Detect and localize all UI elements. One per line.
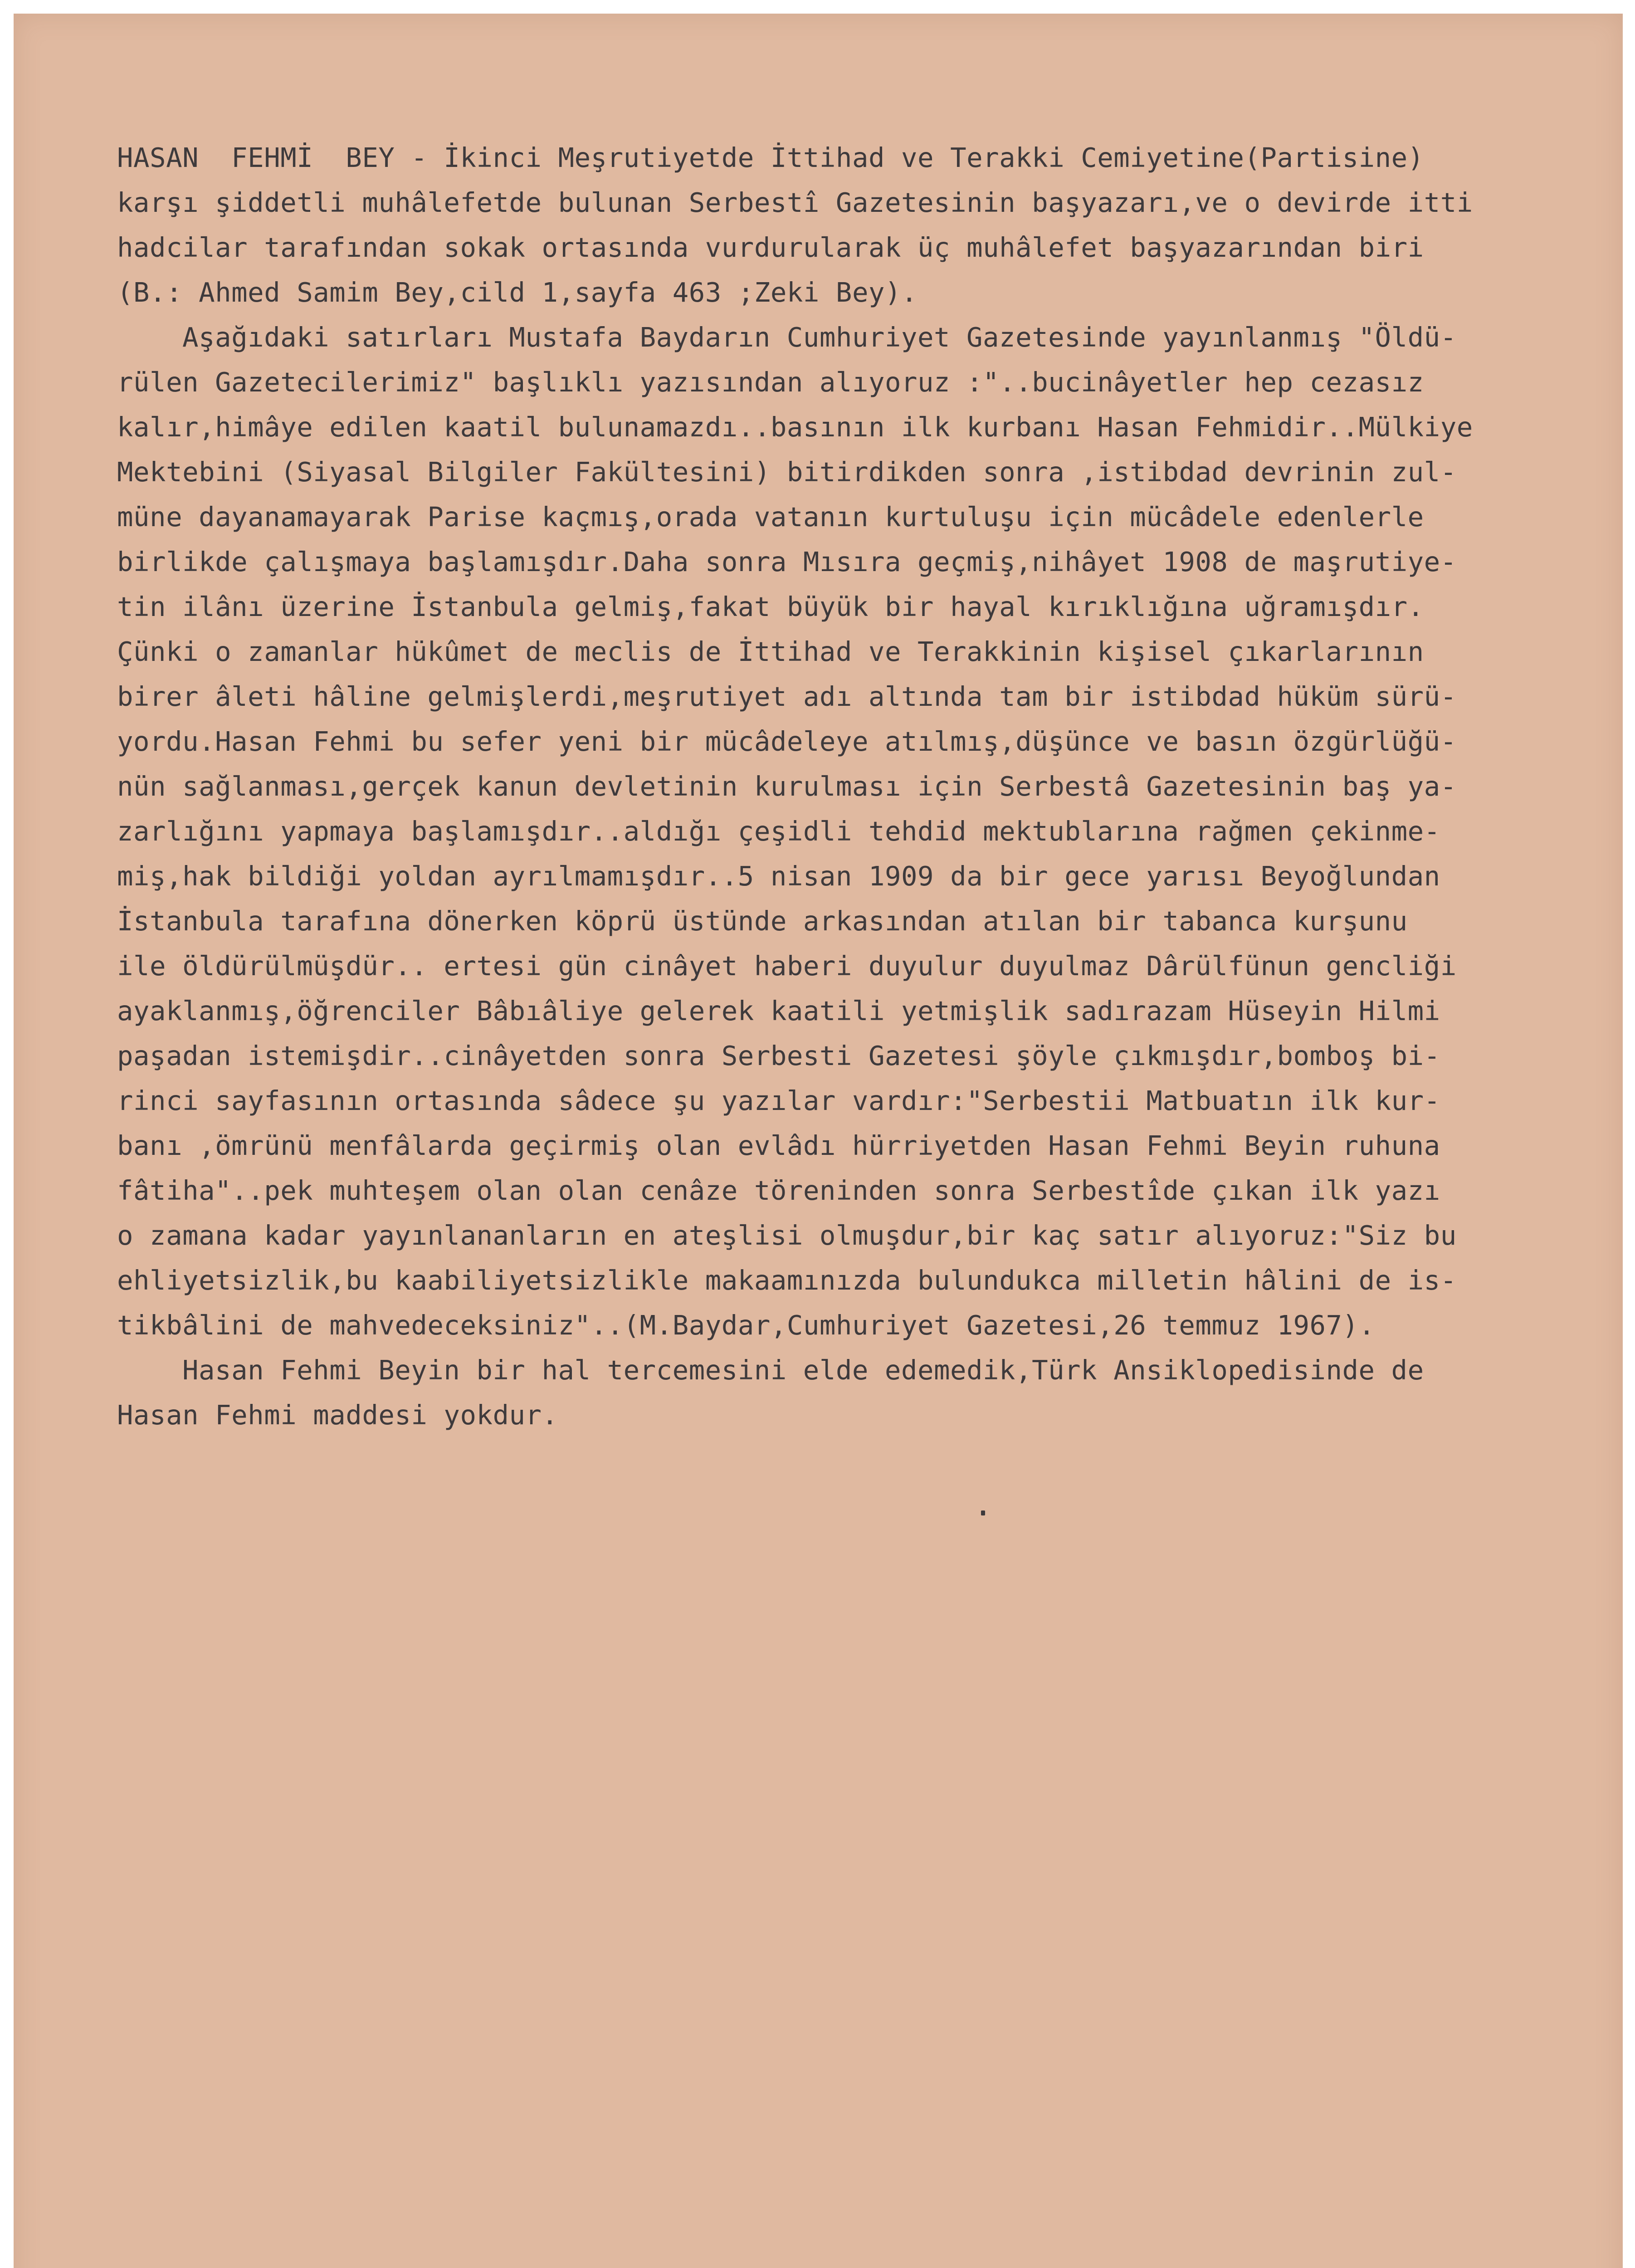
text-line: hadcilar tarafından sokak ortasında vurdurularak üç muhâlefet başyazarından biri [117,232,1424,263]
text-line: Mektebini (Siyasal Bilgiler Fakültesini) bitirdikden sonra ,istibdad devrinin zul- [117,456,1457,488]
text-line: rinci sayfasının ortasında sâdece şu yazılar vardır:"Serbestii Matbuatın ilk kur- [117,1085,1440,1116]
text-line: (B.: Ahmed Samim Bey,cild 1,sayfa 463 ;Zeki Bey). [117,277,918,308]
text-line: tin ilânı üzerine İstanbula gelmiş,fakat büyük bir hayal kırıklığına uğramışdır. [117,591,1424,622]
text-line: fâtiha"..pek muhteşem olan olan cenâze töreninden sonra Serbestîde çıkan ilk yazı [117,1175,1440,1206]
text-line: o zamana kadar yayınlananların en ateşlisi olmuşdur,bir kaç satır alıyoruz:"Siz bu [117,1220,1457,1251]
text-line: müne dayanamayarak Parise kaçmış,orada vatanın kurtuluşu için mücâdele edenlerle [117,501,1424,533]
text-line: yordu.Hasan Fehmi bu sefer yeni bir mücâdeleye atılmış,düşünce ve basın özgürlüğü- [117,726,1457,757]
text-line: İstanbula tarafına dönerken köprü üstünde arkasından atılan bir tabanca kurşunu [117,905,1408,937]
text-line: Hasan Fehmi maddesi yokdur. [117,1399,558,1431]
document-body [117,135,1623,1437]
text-line: rülen Gazetecilerimiz" başlıklı yazısından alıyoruz :"..bucinâyetler hep cezasız [117,367,1424,398]
typewritten-page [14,14,1623,2268]
text-line: zarlığını yapmaya başlamışdır..aldığı çeşidli tehdid mektublarına rağmen çekinme- [117,816,1440,847]
ink-speck [981,1510,985,1515]
text-line: miş,hak bildiği yoldan ayrılmamışdır..5 nisan 1909 da bir gece yarısı Beyoğlundan [117,860,1440,892]
paragraph-closing [117,1348,1623,1437]
text-line: ayaklanmış,öğrenciler Bâbıâliye gelerek kaatili yetmişlik sadırazam Hüseyin Hilmi [117,995,1440,1026]
text-line: ile öldürülmüşdür.. ertesi gün cinâyet haberi duyulur duyulmaz Dârülfünun gencliği [117,950,1457,982]
text-line: tikbâlini de mahvedeceksiniz"..(M.Baydar,Cumhuriyet Gazetesi,26 temmuz 1967). [117,1310,1375,1341]
text-line: kalır,himâye edilen kaatil bulunamazdı..basının ilk kurbanı Hasan Fehmidir..Mülkiye [117,411,1473,443]
text-line: Çünki o zamanlar hükûmet de meclis de İttihad ve Terakkinin kişisel çıkarlarının [117,636,1424,667]
paragraph-quote [117,315,1623,1348]
text-line: Aşağıdaki satırları Mustafa Baydarın Cumhuriyet Gazetesinde yayınlanmış "Öldü- [182,322,1457,353]
text-line: Hasan Fehmi Beyin bir hal tercemesini elde edemedik,Türk Ansiklopedisinde de [182,1354,1424,1386]
text-line: HASAN FEHMİ BEY - İkinci Meşrutiyetde İttihad ve Terakki Cemiyetine(Partisine) [117,142,1424,173]
paragraph-intro [117,135,1623,315]
text-line: birlikde çalışmaya başlamışdır.Daha sonra Mısıra geçmiş,nihâyet 1908 de maşrutiye- [117,546,1457,577]
text-line: nün sağlanması,gerçek kanun devletinin kurulması için Serbestâ Gazetesinin baş ya- [117,771,1457,802]
text-line: paşadan istemişdir..cinâyetden sonra Serbesti Gazetesi şöyle çıkmışdır,bomboş bi- [117,1040,1440,1071]
text-line: banı ,ömrünü menfâlarda geçirmiş olan evlâdı hürriyetden Hasan Fehmi Beyin ruhuna [117,1130,1440,1161]
text-line: ehliyetsizlik,bu kaabiliyetsizlikle makaamınızda bulundukca milletin hâlini de is- [117,1265,1457,1296]
text-line: karşı şiddetli muhâlefetde bulunan Serbestî Gazetesinin başyazarı,ve o devirde itti [117,187,1473,218]
text-line: birer âleti hâline gelmişlerdi,meşrutiyet adı altında tam bir istibdad hüküm sürü- [117,681,1457,712]
